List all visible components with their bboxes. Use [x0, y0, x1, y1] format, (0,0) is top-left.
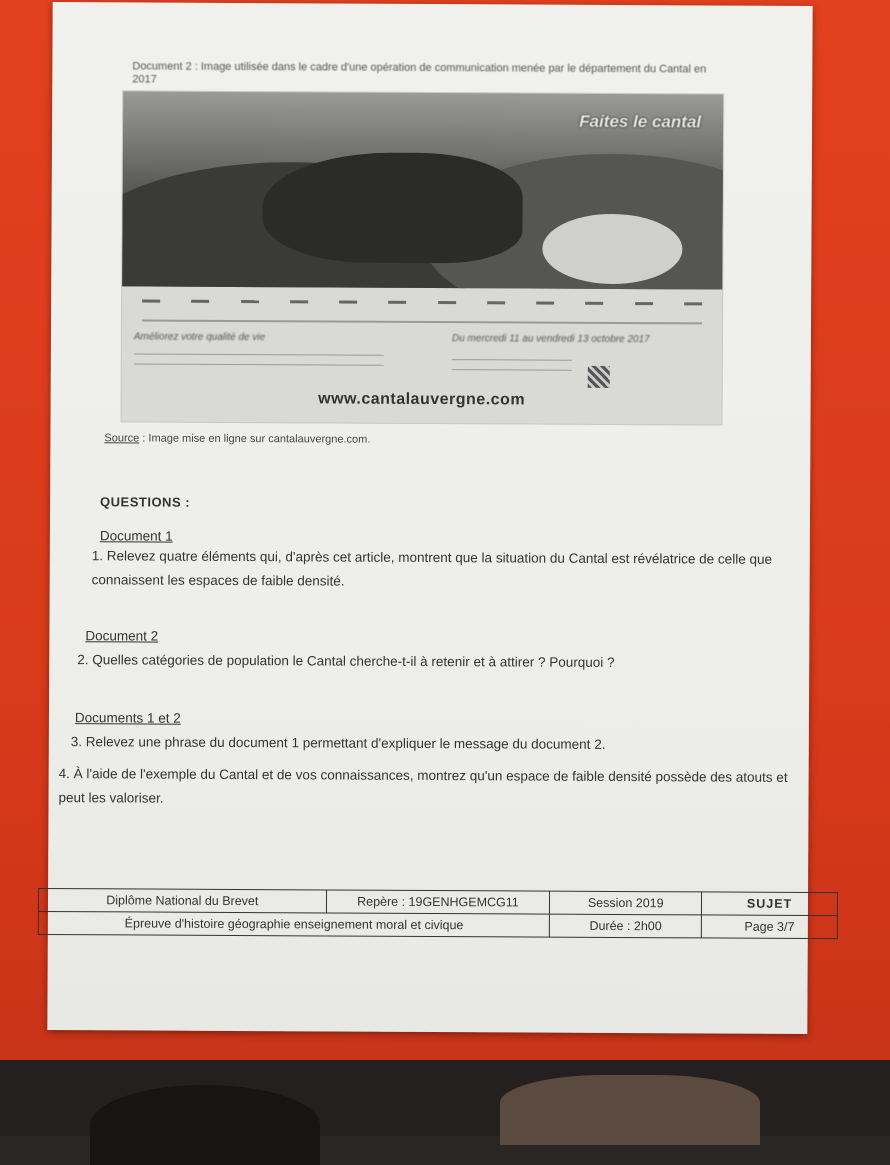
shadow-shape-left	[90, 1085, 320, 1165]
footer-exam: Diplôme National du Brevet	[38, 888, 326, 913]
poster-right-note: Du mercredi 11 au vendredi 13 octobre 2017	[451, 333, 650, 346]
question-1: 1. Relevez quatre éléments qui, d'après cet article, montrent que la situation du Cantal est révélatrice de celle que connaissent les espaces de faible densité.	[91, 548, 773, 589]
poster-icons-row	[142, 293, 702, 310]
reclining-person-image	[262, 152, 523, 263]
section-heading-doc12: Documents 1 et 2	[74, 710, 181, 726]
footer-duree: Durée : 2h00	[550, 914, 702, 938]
poster-left-note: Améliorez votre qualité de vie	[133, 331, 266, 344]
question-3: 3. Relevez une phrase du document 1 permettant d'expliquer le message du document 2.	[70, 734, 606, 752]
footer-epreuve: Épreuve d'histoire géographie enseignement moral et civique	[38, 911, 549, 937]
source-label: Source	[104, 432, 140, 445]
qr-code-icon	[588, 366, 610, 388]
question-2: 2. Quelles catégories de population le Cantal cherche-t-il à retenir et à attirer ? Pourquoi ?	[77, 652, 615, 670]
campaign-poster	[120, 90, 724, 425]
poster-url: www.cantalauvergne.com	[318, 390, 526, 409]
footer-repere: Repère : 19GENHGEMCG11	[326, 890, 550, 914]
poster-slogan: Faites le cantal	[579, 111, 702, 132]
exam-footer-table	[38, 888, 838, 939]
section-heading-doc2: Document 2	[85, 628, 159, 644]
section-heading-doc1: Document 1	[99, 528, 173, 544]
question-4: 4. À l'aide de l'exemple du Cantal et de vos connaissances, montrez qu'un espace de faible densité possède des atouts et peut les valoriser.	[58, 766, 788, 806]
footer-page: Page 3/7	[701, 915, 837, 939]
document2-caption: Document 2 : Image utilisée dans le cadre d'une opération de communication menée par le département du Cantal en 2017	[132, 60, 707, 86]
questions-heading: QUESTIONS :	[100, 494, 191, 510]
footer-sujet: SUJET	[702, 892, 838, 916]
source-text: : Image mise en ligne sur cantalauvergne.com.	[139, 432, 371, 446]
shadow-shape-right	[500, 1075, 760, 1145]
footer-session: Session 2019	[550, 891, 702, 915]
source-line	[104, 432, 370, 445]
poster-photo	[122, 91, 723, 289]
exam-sheet	[47, 2, 812, 1034]
